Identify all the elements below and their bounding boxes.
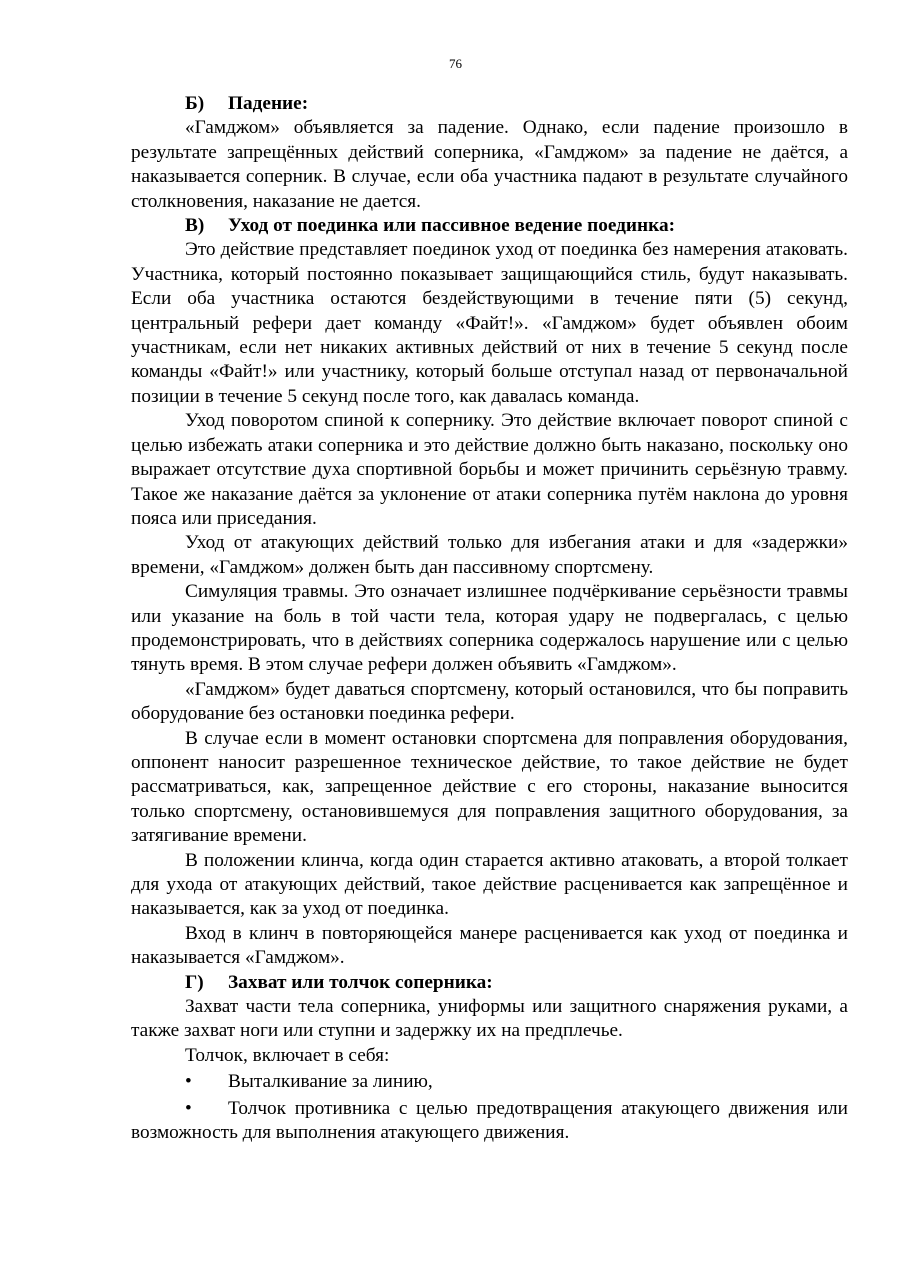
paragraph: В положении клинча, когда один старается активно атаковать, а второй толкает для ухода от атакующих действий, такое действие расценивается как запрещённое и наказывается, как за уход от поединка.: [131, 849, 848, 920]
paragraph: Вход в клинч в повторяющейся манере расценивается как уход от поединка и наказывается «Гамджом».: [131, 922, 848, 969]
bullet-icon: •: [185, 1097, 192, 1119]
paragraph: «Гамджом» будет даваться спортсмену, который остановился, что бы поправить оборудование без остановки поединка рефери.: [131, 678, 848, 725]
section-marker: Б): [185, 93, 205, 114]
paragraph: Захват части тела соперника, униформы или защитного снаряжения руками, а также захват ноги или ступни и задержку их на предплечье.: [131, 996, 848, 1042]
bullet-item: [131, 1097, 848, 1146]
bullet-text: Выталкивание за линию,: [228, 1071, 433, 1093]
bullet-item: [131, 1070, 848, 1094]
section-marker: Г): [185, 971, 204, 993]
paragraph: В случае если в момент остановки спортсмена для поправления оборудования, оппонент наносит разрешенное техническое действие, то такое действие не будет рассматриваться, как, запрещенное действие с его стороны, наказание выносится только спортсмену, остановившемуся для поправления защитного оборудования, за затягивание времени.: [131, 727, 848, 847]
page-number: 76: [449, 56, 462, 71]
paragraph: Симуляция травмы. Это означает излишнее подчёркивание серьёзности травмы или указание на боль в той части тела, которая удару не подвергалась, с целью продемонстрировать, что в действиях соперника содержалось нарушение или с целью тянуть время. В этом случае рефери должен объявить «Гамджом».: [131, 581, 848, 676]
bullet-icon: •: [185, 1071, 192, 1093]
section-heading-g: [131, 971, 848, 995]
bullet-text: Толчок противника с целью предотвращения атакующего движения или возможность для выполнения атакующего движения.: [131, 1097, 848, 1144]
section-title: Захват или толчок соперника:: [228, 971, 493, 993]
paragraph: Толчок, включает в себя:: [185, 1044, 390, 1066]
section-marker: В): [185, 215, 205, 237]
section-title: Уход от поединка или пассивное ведение поединка:: [228, 215, 676, 237]
paragraph: Уход от атакующих действий только для избегания атаки и для «задержки» времени, «Гамджом» должен быть дан пассивному спортсмену.: [131, 532, 848, 578]
paragraph: Это действие представляет поединок уход от поединка без намерения атаковать. Участника, который постоянно показывает защищающийся стиль, будут наказывать. Если оба участника остаются бездействующими в течение пяти (5) секунд, центральный рефери дает команду «Файт!». «Гамджом» будет объявлен обоим участникам, если нет никаких активных действий от них в течение 5 секунд после команды «Файт!» или участнику, который больше отступал назад от первоначальной позиции в течение 5 секунд после того, как давалась команда.: [131, 239, 848, 407]
page-content: [131, 92, 848, 1145]
section-heading-v: [131, 214, 848, 238]
paragraph: Уход поворотом спиной к сопернику. Это действие включает поворот спиной с целью избежать атаки соперника и это действие должно быть наказано, поскольку оно выражает отсутствие духа спортивной борьбы и может причинить серьёзную травму. Такое же наказание даётся за уклонение от атаки соперника путём наклона до уровня пояса или приседания.: [131, 410, 848, 529]
section-heading-b: [131, 92, 848, 116]
paragraph: «Гамджом» объявляется за падение. Однако, если падение произошло в результате запрещённых действий соперника, «Гамджом» за падение не даётся, а наказывается соперник. В случае, если оба участника падают в результате случайного столкновения, наказание не дается.: [131, 117, 848, 212]
section-title: Падение:: [228, 93, 309, 114]
